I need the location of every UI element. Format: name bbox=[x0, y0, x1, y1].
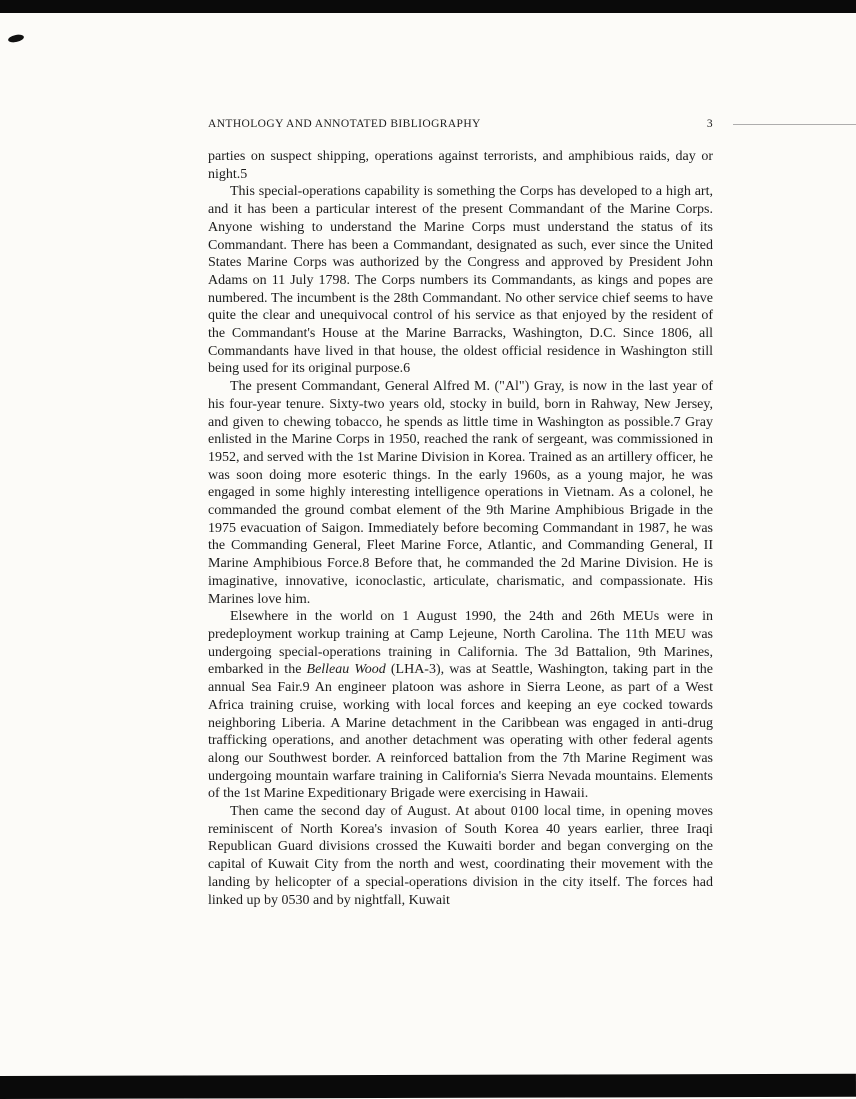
running-header bbox=[208, 118, 713, 130]
page-number: 3 bbox=[706, 118, 713, 130]
scan-edge-top bbox=[0, 0, 856, 13]
text-run: The present Commandant, General Alfred M. ("Al") Gray, is now in the last year of his four-year tenure. Sixty-two years old, stocky in build, born in Rahway, New Jersey, and given to chewing tobacco, he spends as little time in Washington as possible.7 Gray enlisted in the Marine Corps in 1950, reached the rank of sergeant, was commissioned in 1952, and served with the 1st Marine Division in Korea. Trained as an artillery officer, he was soon doing more esoteric things. In the early 1960s, as a young major, he was engaged in some highly interesting intelligence operations in Vietnam. As a colonel, he commanded the ground combat element of the 9th Marine Amphibious Brigade in the 1975 evacuation of Saigon. Immediately before becoming Commandant in 1987, he was the Commanding General, Fleet Marine Force, Atlantic, and Commanding General, II Marine Amphibious Force.8 Before that, he commanded the 2d Marine Division. He is imaginative, innovative, iconoclastic, articulate, charismatic, and compassionate. His Marines love him. bbox=[208, 379, 713, 607]
page-body bbox=[208, 148, 713, 909]
text-run: parties on suspect shipping, operations against terrorists, and amphibious raids, day or night.5 bbox=[208, 149, 713, 182]
paragraph bbox=[208, 608, 713, 803]
paragraph bbox=[208, 378, 713, 608]
scan-edge-bottom bbox=[0, 1074, 856, 1099]
scan-artifact-line bbox=[733, 124, 856, 125]
text-run: This special-operations capability is something the Corps has developed to a high art, and it has been a particular interest of the present Commandant of the Marine Corps. Anyone wishing to understand the Marine Corps must understand the status of its Commandant. There has been a Commandant, designated as such, ever since the United States Marine Corps was authorized by the Congress and approved by President John Adams on 11 July 1798. The Corps numbers its Commandants, as kings and popes are numbered. The incumbent is the 28th Commandant. No other service chief seems to have quite the clear and unequivocal control of his service as that enjoyed by the resident of the Commandant's House at the Marine Barracks, Washington, D.C. Since 1806, all Commandants have lived in that house, the oldest official residence in Washington still being used for its original purpose.6 bbox=[208, 184, 713, 377]
text-run: Elsewhere in the world on 1 August 1990, the 24th and 26th MEUs were in predeployment workup training at Camp Lejeune, North Carolina. The 11th MEU was undergoing special-operations training in California. The 3d Battalion, 9th Marines, embarked in the bbox=[208, 609, 713, 678]
paragraph bbox=[208, 183, 713, 378]
text-run: Then came the second day of August. At about 0100 local time, in opening moves reminiscent of North Korea's invasion of South Korea 40 years earlier, three Iraqi Republican Guard divisions crossed the Kuwaiti border and began converging on the capital of Kuwait City from the north and west, coordinating their movement with the landing by helicopter of a special-operations division in the city itself. The forces had linked up by 0530 and by nightfall, Kuwait bbox=[208, 804, 713, 908]
header-title: ANTHOLOGY AND ANNOTATED BIBLIOGRAPHY bbox=[208, 118, 481, 130]
paragraph bbox=[208, 803, 713, 909]
text-run: (LHA-3), was at Seattle, Washington, taking part in the annual Sea Fair.9 An engineer platoon was ashore in Sierra Leone, as part of a West Africa training cruise, working with local forces and keeping an eye cocked towards neighboring Liberia. A Marine detachment in the Caribbean was engaged in anti-drug trafficking operations, and another detachment was operating with other federal agents along our Southwest border. A reinforced battalion from the 7th Marine Regiment was undergoing mountain warfare training in California's Sierra Nevada mountains. Elements of the 1st Marine Expeditionary Brigade were exercising in Hawaii. bbox=[208, 662, 714, 802]
scan-speck bbox=[7, 33, 24, 43]
paragraph bbox=[208, 148, 713, 183]
text-run-italic: Belleau Wood bbox=[306, 662, 386, 678]
